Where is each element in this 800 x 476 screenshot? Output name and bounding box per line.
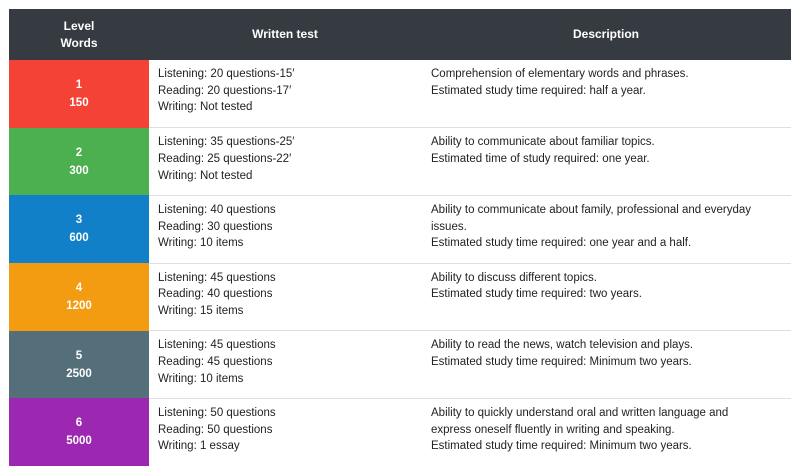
word-count: 1200 [66, 299, 92, 312]
level-number: 6 [75, 417, 83, 430]
levels-table [9, 9, 791, 466]
word-count: 300 [69, 164, 89, 177]
level-number: 4 [75, 281, 83, 294]
written-test-line: Writing: Not tested [158, 101, 253, 114]
level-cell [9, 128, 149, 196]
level-cell [9, 195, 149, 263]
written-test-cell [149, 60, 421, 128]
description-line: Ability to communicate about family, professional and everyday issues. [431, 203, 752, 233]
written-test-line: Writing: 10 items [158, 372, 244, 385]
description-line: Ability to read the news, watch television and plays. [431, 339, 694, 352]
written-test-line: Reading: 40 questions [158, 288, 273, 301]
written-test-line: Listening: 45 questions [158, 271, 276, 284]
description-line: Ability to communicate about familiar topics. [431, 136, 655, 149]
written-test-line: Writing: 1 essay [158, 440, 240, 453]
written-test-cell [149, 398, 421, 466]
written-test-line: Listening: 45 questions [158, 339, 276, 352]
written-test-line: Reading: 25 questions-22′ [158, 152, 292, 165]
level-words-header [9, 9, 149, 60]
words-header-label: Words [60, 35, 98, 50]
level-cell [9, 263, 149, 331]
table-row [9, 263, 791, 331]
description-cell [421, 60, 791, 128]
written-test-header: Written test [149, 9, 421, 60]
description-line: Estimated study time required: half a year. [431, 84, 646, 97]
description-cell [421, 128, 791, 196]
level-number: 1 [75, 78, 83, 91]
table-body [9, 60, 791, 466]
written-test-line: Listening: 50 questions [158, 406, 276, 419]
description-line: Estimated study time required: Minimum two years. [431, 440, 692, 453]
description-line: Estimated study time required: two years. [431, 288, 642, 301]
description-header: Description [421, 9, 791, 60]
word-count: 5000 [66, 435, 92, 448]
word-count: 2500 [66, 367, 92, 380]
written-test-line: Reading: 45 questions [158, 355, 273, 368]
table-header-row [9, 9, 791, 60]
description-cell [421, 195, 791, 263]
written-test-line: Writing: 15 items [158, 304, 244, 317]
level-number: 2 [75, 146, 83, 159]
written-test-line: Listening: 20 questions-15′ [158, 68, 295, 80]
level-cell [9, 331, 149, 399]
written-test-line: Reading: 20 questions-17′ [158, 84, 292, 97]
description-line: Ability to discuss different topics. [431, 271, 597, 284]
level-header-label: Level [63, 18, 95, 33]
level-cell [9, 398, 149, 466]
written-test-line: Listening: 40 questions [158, 203, 276, 216]
table-row [9, 398, 791, 466]
written-test-line: Reading: 50 questions [158, 423, 273, 436]
word-count: 600 [69, 232, 89, 245]
table-row [9, 331, 791, 399]
levels-table-container [9, 9, 791, 466]
description-line: Ability to quickly understand oral and written language and express oneself fluently in writing and speaking. [431, 406, 729, 436]
description-line: Estimated time of study required: one year. [431, 152, 650, 165]
written-test-line: Reading: 30 questions [158, 220, 273, 233]
description-cell [421, 263, 791, 331]
description-line: Comprehension of elementary words and phrases. [431, 68, 689, 80]
written-test-cell [149, 331, 421, 399]
word-count: 150 [69, 96, 89, 109]
table-row [9, 128, 791, 196]
table-row [9, 60, 791, 128]
description-line: Estimated study time required: one year and a half. [431, 237, 692, 250]
written-test-line: Writing: 10 items [158, 237, 244, 250]
written-test-line: Writing: Not tested [158, 169, 253, 182]
written-test-line: Listening: 35 questions-25′ [158, 136, 295, 149]
description-cell [421, 331, 791, 399]
written-test-cell [149, 195, 421, 263]
description-line: Estimated study time required: Minimum two years. [431, 355, 692, 368]
written-test-cell [149, 128, 421, 196]
level-cell [9, 60, 149, 128]
level-number: 3 [75, 214, 83, 227]
table-row [9, 195, 791, 263]
description-cell [421, 398, 791, 466]
written-test-cell [149, 263, 421, 331]
level-number: 5 [75, 349, 83, 362]
